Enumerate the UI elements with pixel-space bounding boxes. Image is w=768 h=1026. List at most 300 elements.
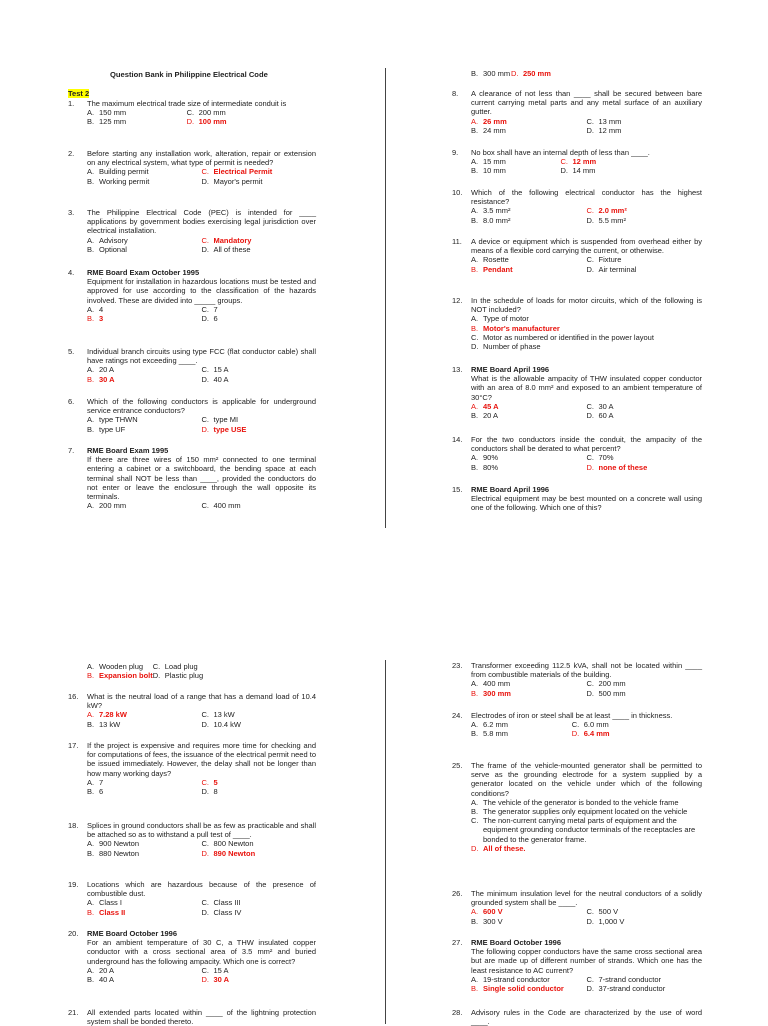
question-body: Transformer exceeding 112.5 kVA, shall not be located within ____ from combustible materials of the building. xyxy=(471,661,702,680)
question xyxy=(68,268,316,323)
option-letter: C. xyxy=(471,332,479,342)
option xyxy=(202,375,317,384)
option-text: Rosette xyxy=(483,255,509,265)
correct-answer xyxy=(87,908,202,917)
option-letter: A. xyxy=(87,898,95,908)
options xyxy=(68,108,286,126)
option-text: Electrical Permit xyxy=(213,167,273,177)
option-letter: A. xyxy=(87,365,95,375)
question xyxy=(452,938,702,993)
option-text: none of these xyxy=(598,462,648,472)
correct-answer xyxy=(187,117,287,126)
options xyxy=(452,255,702,273)
option xyxy=(202,415,317,424)
option-letter: B. xyxy=(87,907,95,917)
options xyxy=(68,898,316,916)
option-letter: C. xyxy=(586,401,594,411)
option xyxy=(153,671,219,680)
option-letter: A. xyxy=(471,974,479,984)
question-number: 14. xyxy=(452,435,463,444)
question-body: Electrodes of iron or steel shall be at least ____ in thickness. xyxy=(471,711,673,720)
continued-options xyxy=(452,69,551,78)
question-text xyxy=(87,692,316,710)
correct-answer xyxy=(471,844,702,853)
question-text xyxy=(471,148,650,157)
question-head xyxy=(452,889,702,907)
correct-answer xyxy=(202,167,317,176)
option-text: 45 A xyxy=(483,401,499,411)
question-body: What is the allowable ampacity of THW insulated copper conductor with an area of 8.0 mm² and exposed to an ambient temperature of 30°C? xyxy=(471,374,702,402)
option xyxy=(587,402,703,411)
question-body: The maximum electrical trade size of intermediate conduit is xyxy=(87,99,287,108)
option-letter: B. xyxy=(87,314,95,324)
option-letter: D. xyxy=(201,374,209,384)
question xyxy=(68,929,316,984)
option xyxy=(87,117,187,126)
option-letter: B. xyxy=(471,984,479,994)
option-text: 6.2 mm xyxy=(483,720,509,730)
question-number: 4. xyxy=(68,268,75,277)
option-text: 250 mm xyxy=(522,69,551,78)
option-letter: B. xyxy=(87,787,95,797)
question-head xyxy=(68,741,316,778)
option xyxy=(471,206,587,215)
correct-answer xyxy=(572,729,673,738)
option-letter: B. xyxy=(471,264,479,274)
question-head xyxy=(68,347,316,365)
correct-answer xyxy=(511,69,551,78)
question xyxy=(452,89,702,135)
question-head xyxy=(452,761,702,798)
question-body: Electrical equipment may be best mounted on a concrete wall using one of the following. Which one of this? xyxy=(471,494,702,513)
question-text xyxy=(471,296,702,314)
option-text: 150 mm xyxy=(99,108,127,118)
option-text: 30 A xyxy=(213,975,230,985)
option-letter: B. xyxy=(471,807,479,817)
option-letter: C. xyxy=(201,898,209,908)
option-text: 12 mm xyxy=(598,125,622,135)
option xyxy=(471,807,702,816)
option-letter: D. xyxy=(586,411,594,421)
option-text: 20 A xyxy=(99,365,115,375)
option-text: 26 mm xyxy=(483,116,507,126)
option-text: Number of phase xyxy=(483,342,541,352)
option-text: The non-current carrying metal parts of equipment and the equipment grounding conductor terminals of the receptacles are bonded to the generator frame. xyxy=(483,816,696,844)
option-letter: C. xyxy=(201,710,209,720)
option xyxy=(202,365,317,374)
question xyxy=(68,99,286,127)
option xyxy=(587,907,703,916)
question-head xyxy=(68,268,316,305)
option xyxy=(587,265,703,274)
column-divider xyxy=(385,68,386,528)
option-letter: B. xyxy=(87,117,95,127)
option-letter: C. xyxy=(586,453,594,463)
option xyxy=(587,917,703,926)
option-text: Building permit xyxy=(99,167,149,177)
option-letter: D. xyxy=(471,843,479,853)
option-text: 13 kW xyxy=(213,710,235,720)
option-text: 7 xyxy=(213,304,218,314)
option-text: Mayor's permit xyxy=(213,176,263,186)
question-number: 24. xyxy=(452,711,463,720)
question-head xyxy=(452,237,702,255)
options xyxy=(452,402,702,420)
option-letter: A. xyxy=(87,839,95,849)
option-letter: A. xyxy=(471,157,479,167)
option xyxy=(87,966,202,975)
option-letter: B. xyxy=(87,848,95,858)
question-head xyxy=(452,711,672,720)
correct-answer xyxy=(471,265,587,274)
option-text: type USE xyxy=(213,424,247,434)
question-source: RME Board Exam October 1995 xyxy=(87,268,200,277)
question-head xyxy=(452,435,702,453)
option xyxy=(87,415,202,424)
option xyxy=(471,314,702,323)
question-head xyxy=(68,1008,316,1026)
question xyxy=(68,880,316,917)
option-text: 800 Newton xyxy=(213,839,254,849)
option-letter: C. xyxy=(152,662,161,671)
options xyxy=(452,907,702,925)
option-letter: B. xyxy=(471,729,479,739)
option-text: 37-strand conductor xyxy=(598,984,666,994)
question xyxy=(452,1008,702,1026)
option-text: 15 mm xyxy=(483,157,506,167)
option-text: 1,000 V xyxy=(598,916,625,926)
option-text: type THWN xyxy=(99,415,138,425)
option-letter: A. xyxy=(471,314,479,324)
option xyxy=(572,720,673,729)
question-number: 20. xyxy=(68,929,79,938)
question-text xyxy=(87,821,316,839)
question-number: 13. xyxy=(452,365,463,374)
option-letter: A. xyxy=(87,235,95,245)
option-letter: A. xyxy=(471,116,479,126)
options xyxy=(68,305,316,323)
question-body: Splices in ground conductors shall be as few as practicable and shall be attached so as to withstand a pull test of ____. xyxy=(87,821,316,840)
option-text: Pendant xyxy=(483,264,513,274)
option-letter: D. xyxy=(201,176,209,186)
option-text: All of these xyxy=(213,244,251,254)
correct-answer xyxy=(202,778,317,787)
options xyxy=(452,206,702,224)
question-head xyxy=(68,446,316,501)
question xyxy=(452,435,702,472)
option-text: 3 xyxy=(99,314,104,324)
question-head xyxy=(452,148,650,157)
option-letter: A. xyxy=(87,710,95,720)
question-source: RME Board April 1996 xyxy=(471,485,550,494)
option-letter: C. xyxy=(571,720,580,730)
question-body: Equipment for installation in hazardous locations must be tested and approved for use according to the classification of the hazards involved. These are divided into _____ groups. xyxy=(87,277,316,305)
question-number: 19. xyxy=(68,880,79,889)
question-head xyxy=(68,149,316,167)
option xyxy=(87,245,202,254)
correct-answer xyxy=(471,324,702,333)
option-text: 15 A xyxy=(213,365,229,375)
option xyxy=(87,177,202,186)
option-letter: D. xyxy=(201,424,209,434)
option-letter: A. xyxy=(471,206,479,216)
option-text: Plastic plug xyxy=(164,671,204,681)
correct-answer xyxy=(202,975,317,984)
question-text xyxy=(87,1008,316,1026)
option xyxy=(471,342,702,351)
question-text xyxy=(471,188,702,206)
question-body: The following copper conductors have the same cross sectional area but are made up of different number of strands. Which one has the least resistance to AC current? xyxy=(471,947,702,975)
question-number: 15. xyxy=(452,485,463,494)
option-text: 40 A xyxy=(213,374,229,384)
question-body: What is the neutral load of a range that has a demand load of 10.4 kW? xyxy=(87,692,316,711)
option-letter: B. xyxy=(87,374,95,384)
question-body: Advisory rules in the Code are characterized by the use of word ____. xyxy=(471,1008,702,1026)
option-letter: D. xyxy=(201,848,209,858)
question-head xyxy=(68,208,316,236)
question-text xyxy=(471,661,702,679)
question-body: A clearance of not less than ____ shall be secured between bare current carrying metal parts and any metal surface of an auxiliary gutter. xyxy=(471,89,702,117)
option-letter: D. xyxy=(201,314,209,324)
option-letter: A. xyxy=(471,255,479,265)
option xyxy=(87,425,202,434)
option xyxy=(87,975,202,984)
option-letter: A. xyxy=(87,304,95,314)
correct-answer xyxy=(471,984,587,993)
option xyxy=(202,314,317,323)
option-text: 300 mm xyxy=(483,69,511,78)
option-text: Mandatory xyxy=(213,235,252,245)
option-text: 2.0 mm² xyxy=(598,206,627,216)
question-number: 27. xyxy=(452,938,463,947)
option xyxy=(471,216,587,225)
option-letter: B. xyxy=(87,176,95,186)
option-letter: B. xyxy=(471,411,479,421)
option-text: 30 A xyxy=(99,374,115,384)
option xyxy=(87,787,202,796)
option-text: 19-strand conductor xyxy=(483,974,550,984)
option xyxy=(87,720,202,729)
option-text: 890 Newton xyxy=(213,848,256,858)
option-letter: D. xyxy=(560,166,568,176)
option-letter: B. xyxy=(471,323,479,333)
option-letter: D. xyxy=(201,787,209,797)
option xyxy=(202,245,317,254)
question xyxy=(68,1008,316,1026)
option xyxy=(202,787,317,796)
option-letter: B. xyxy=(87,244,95,254)
option-text: 5 xyxy=(213,777,218,787)
options xyxy=(68,167,316,185)
question-text xyxy=(87,880,316,898)
option-letter: D. xyxy=(152,671,161,681)
option-letter: B. xyxy=(87,671,95,681)
option-text: 20 A xyxy=(99,965,115,975)
question-body: If the project is expensive and requires more time for checking and for computations of fees, the issuance of the electrical permit need to be issued immediately. However, the delay shall not be longer than how many working days? xyxy=(87,741,316,778)
option-letter: C. xyxy=(586,255,594,265)
option-letter: C. xyxy=(201,235,209,245)
page-title: Question Bank in Philippine Electrical Code xyxy=(110,70,268,79)
option xyxy=(202,966,317,975)
question-head xyxy=(452,485,702,513)
question-number: 11. xyxy=(452,237,462,246)
question-body: The frame of the vehicle-mounted generator shall be permitted to serve as the grounding electrode for a system supplied by a generator located on the vehicle under which of the following conditions? xyxy=(471,761,702,798)
option-letter: D. xyxy=(586,462,594,472)
option-text: 20 A xyxy=(483,411,499,421)
option-letter: D. xyxy=(201,244,209,254)
option-text: Class II xyxy=(99,907,126,917)
option xyxy=(471,463,587,472)
option-text: 7 xyxy=(99,777,104,787)
question-text xyxy=(471,435,702,453)
question-body: Which of the following conductors is applicable for underground service entrance conductors? xyxy=(87,397,316,416)
option xyxy=(87,849,202,858)
options xyxy=(452,679,702,697)
option xyxy=(587,117,703,126)
option-text: 400 mm xyxy=(483,679,511,689)
correct-answer xyxy=(471,402,587,411)
option-letter: B. xyxy=(471,125,479,135)
question-body: All extended parts located within ____ of the lightning protection system shall be bonded thereto. xyxy=(87,1008,316,1026)
options xyxy=(68,778,316,796)
correct-answer xyxy=(202,849,317,858)
correct-answer xyxy=(471,117,587,126)
option-text: 10.4 kW xyxy=(213,719,242,729)
option-text: Working permit xyxy=(99,176,150,186)
option-text: 400 mm xyxy=(213,501,241,511)
question-number: 2. xyxy=(68,149,75,158)
option-letter: A. xyxy=(471,401,479,411)
option xyxy=(202,305,317,314)
options xyxy=(68,966,316,984)
correct-answer xyxy=(87,375,202,384)
option-text: 6.4 mm xyxy=(583,729,610,739)
question xyxy=(68,821,316,858)
options xyxy=(68,365,316,383)
option xyxy=(587,689,703,698)
question-head xyxy=(452,938,702,975)
question-head xyxy=(452,89,702,117)
question-number: 3. xyxy=(68,208,75,217)
question xyxy=(452,296,702,351)
question-number: 16. xyxy=(68,692,79,701)
question-body: In the schedule of loads for motor circuits, which of the following is NOT included? xyxy=(471,296,702,315)
option xyxy=(471,255,587,264)
option-letter: C. xyxy=(201,501,209,511)
option-letter: D. xyxy=(586,264,594,274)
option-text: 300 V xyxy=(483,916,503,926)
question-text xyxy=(471,1008,702,1026)
question-body: The Philippine Electrical Code (PEC) is intended for ____ applications by government bodies exercising legal jurisdiction over electrical installation. xyxy=(87,208,316,236)
options xyxy=(68,662,219,680)
option-letter: A. xyxy=(471,907,479,917)
question-text xyxy=(471,485,702,513)
option xyxy=(87,365,202,374)
option xyxy=(587,126,703,135)
option xyxy=(202,898,317,907)
question-text xyxy=(87,929,316,966)
question-body: Locations which are hazardous because of the presence of combustible dust. xyxy=(87,880,316,899)
option-letter: C. xyxy=(201,304,209,314)
question-body: The minimum insulation level for the neutral conductors of a solidly grounded system shall be ____. xyxy=(471,889,702,908)
option xyxy=(471,453,587,462)
option-text: 200 mm xyxy=(99,501,127,511)
option xyxy=(587,411,703,420)
question xyxy=(452,889,702,926)
correct-answer xyxy=(87,710,202,719)
option-text: type MI xyxy=(213,415,239,425)
question-number: 10. xyxy=(452,188,463,197)
correct-answer xyxy=(87,671,153,680)
option-text: 15 A xyxy=(213,965,229,975)
option-text: 80% xyxy=(483,462,499,472)
option xyxy=(587,453,703,462)
option-text: 6 xyxy=(99,787,104,797)
question xyxy=(68,692,316,729)
option-letter: A. xyxy=(87,108,95,118)
question-text xyxy=(471,365,702,402)
option-text: Advisory xyxy=(99,235,128,245)
option-text: Motor's manufacturer xyxy=(483,323,560,333)
option-letter: A. xyxy=(87,501,95,511)
option-letter: A. xyxy=(87,167,95,177)
question xyxy=(452,761,702,853)
option-letter: C. xyxy=(186,108,195,118)
option-text: Expansion bolt xyxy=(99,671,153,681)
question-head xyxy=(452,1008,702,1026)
option xyxy=(87,305,202,314)
option xyxy=(587,975,703,984)
question xyxy=(68,149,316,186)
question-head xyxy=(452,188,702,206)
option xyxy=(560,166,649,175)
question-body: For the two conductors inside the conduit, the ampacity of the conductors shall be derated to what percent? xyxy=(471,435,702,454)
question-number: 8. xyxy=(452,89,459,98)
option-letter: C. xyxy=(201,167,209,177)
question-number: 7. xyxy=(68,446,75,455)
option-text: All of these. xyxy=(483,843,526,853)
question-number: 1. xyxy=(68,99,75,108)
option-text: 8 xyxy=(213,787,218,797)
option-text: 6 xyxy=(213,314,218,324)
option xyxy=(87,778,202,787)
option-text: Air terminal xyxy=(598,264,637,274)
option-text: 5.8 mm xyxy=(483,729,509,739)
option-text: 13 mm xyxy=(598,116,622,126)
question xyxy=(68,397,316,434)
question xyxy=(452,237,702,274)
option-text: 70% xyxy=(598,453,614,463)
question-number: 6. xyxy=(68,397,75,406)
option-text: 900 Newton xyxy=(99,839,140,849)
option xyxy=(87,236,202,245)
option xyxy=(471,69,511,78)
column-divider xyxy=(385,660,386,1024)
option-text: 12 mm xyxy=(572,157,597,167)
option xyxy=(471,157,560,166)
question-text xyxy=(87,149,316,167)
correct-answer xyxy=(587,206,703,215)
correct-answer xyxy=(202,236,317,245)
option xyxy=(87,108,187,117)
option-letter: C. xyxy=(586,907,594,917)
option-letter: D. xyxy=(510,69,519,78)
option-text: 8.0 mm² xyxy=(483,215,511,225)
option-text: 500 mm xyxy=(598,688,626,698)
question-head xyxy=(452,365,702,402)
option xyxy=(87,501,202,510)
option xyxy=(471,975,587,984)
